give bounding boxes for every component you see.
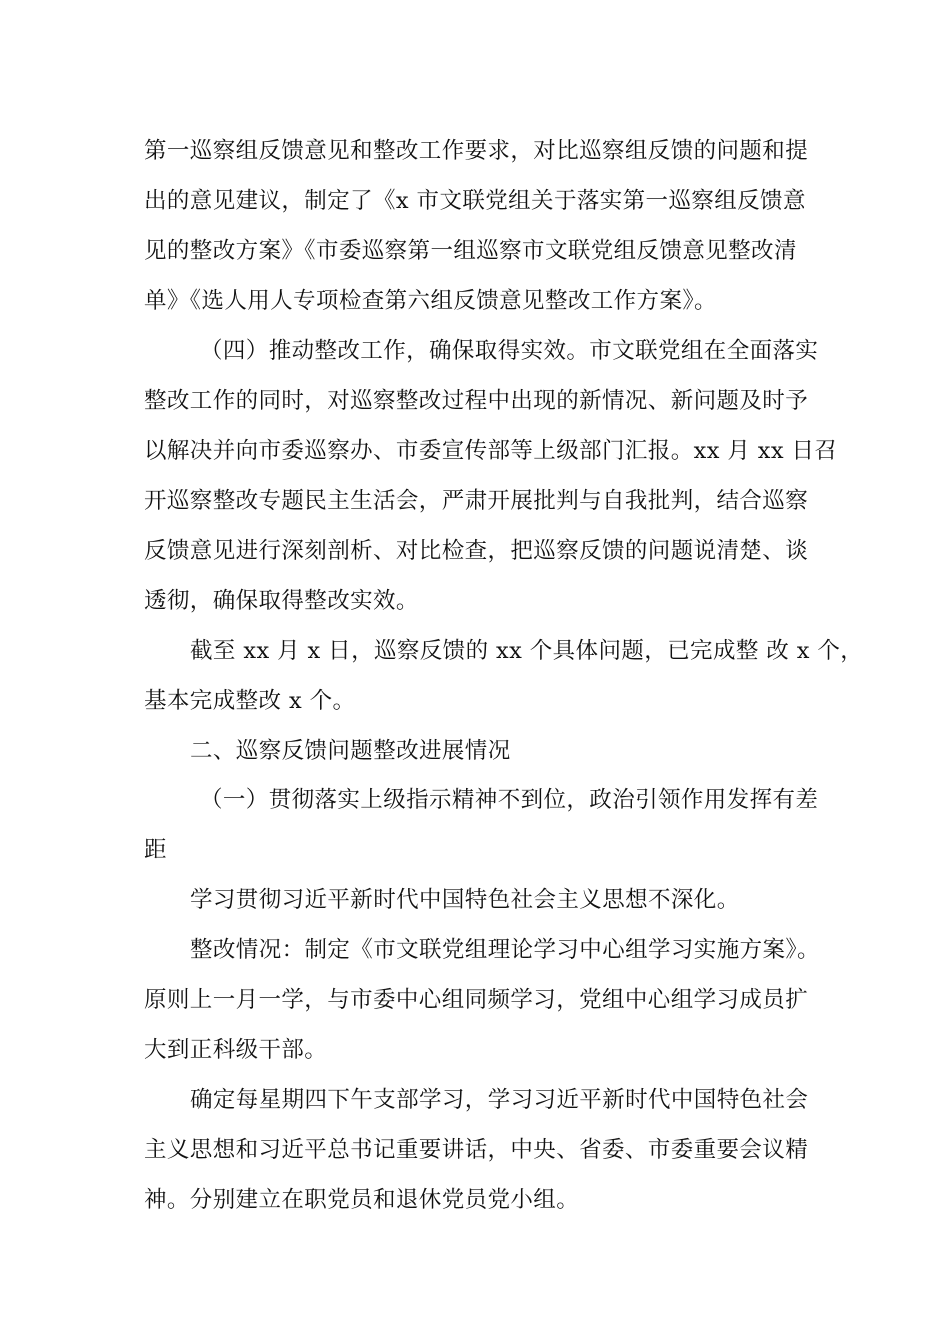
text-line: 透彻，确保取得整改实效。 (144, 588, 419, 614)
text-line: 开巡察整改专题民主生活会，严肃开展批判与自我批判，结合巡察 (144, 488, 809, 514)
text-line: 反馈意见进行深刻剖析、对比检查，把巡察反馈的问题说清楚、谈 (144, 538, 809, 564)
text-line: 学习贯彻习近平新时代中国特色社会主义思想不深化。 (190, 887, 740, 913)
text-line: 单》《选人用人专项检查第六组反馈意见整改工作方案》。 (144, 288, 717, 314)
subsection-heading-cont: 距 (144, 837, 167, 863)
text-line: （四）推动整改工作，确保取得实效。市文联党组在全面落实 (200, 338, 819, 364)
text-line: 主义思想和习近平总书记重要讲话，中央、省委、市委重要会议精 (144, 1137, 809, 1163)
text-line: 以解决并向市委巡察办、市委宣传部等上级部门汇报。xx 月 xx 日召 (144, 438, 838, 464)
text-line: 大到正科级干部。 (144, 1037, 328, 1063)
text-line: 原则上一月一学，与市委中心组同频学习，党组中心组学习成员扩 (144, 987, 809, 1013)
text-line: 整改工作的同时，对巡察整改过程中出现的新情况、新问题及时予 (144, 388, 809, 414)
text-line: 截至 xx 月 x 日，巡察反馈的 xx 个具体问题，已完成整 改 x 个， (190, 638, 864, 664)
text-line: 基本完成整改 x 个。 (144, 688, 356, 714)
text-line: 确定每星期四下午支部学习，学习习近平新时代中国特色社会 (190, 1087, 809, 1113)
text-line: 整改情况：制定《市文联党组理论学习中心组学习实施方案》。 (190, 937, 820, 963)
subsection-heading: （一）贯彻落实上级指示精神不到位，政治引领作用发挥有差 (200, 787, 819, 813)
text-line: 见的整改方案》《市委巡察第一组巡察市文联党组反馈意见整改清 (144, 238, 797, 264)
text-line: 第一巡察组反馈意见和整改工作要求，对比巡察组反馈的问题和提 (144, 138, 809, 164)
section-heading: 二、巡察反馈问题整改进展情况 (190, 738, 511, 764)
text-line: 神。分别建立在职党员和退休党员党小组。 (144, 1187, 580, 1213)
text-line: 出的意见建议，制定了《x 市文联党组关于落实第一巡察组反馈意 (144, 188, 806, 214)
